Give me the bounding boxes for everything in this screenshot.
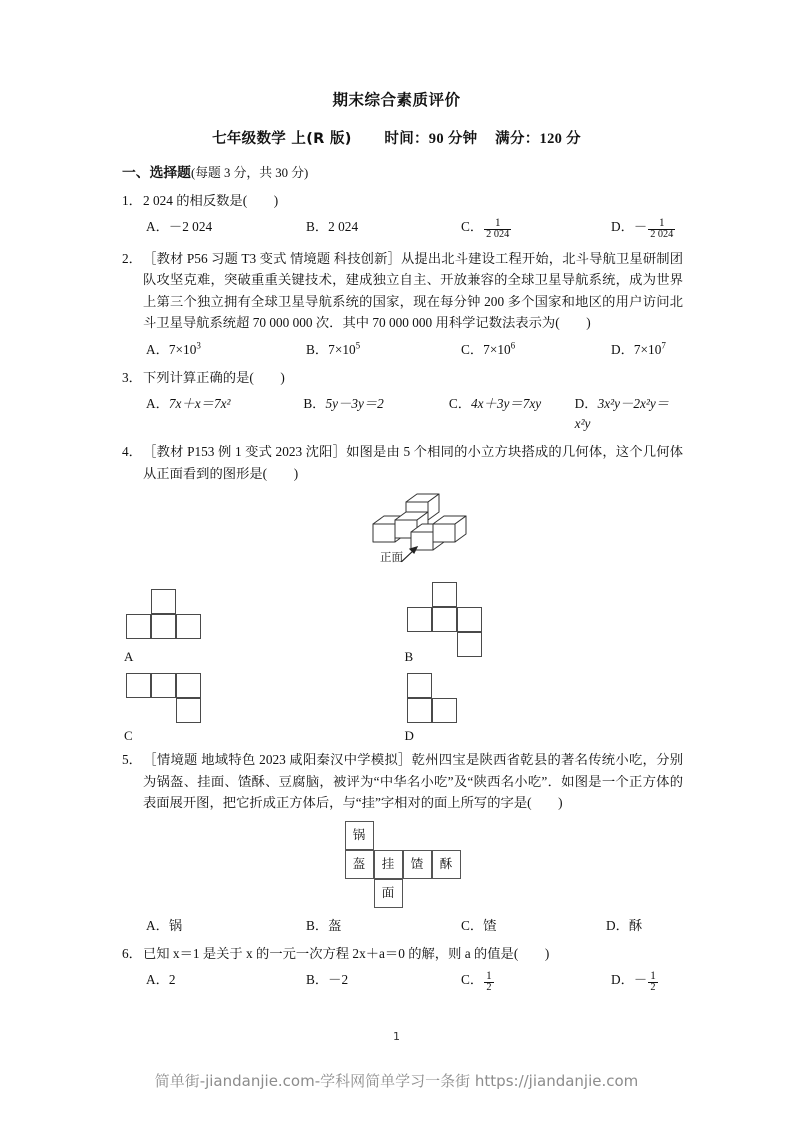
question-1-stem <box>122 190 683 212</box>
shape-square <box>126 614 151 639</box>
option-a[interactable] <box>146 217 306 240</box>
option-c[interactable] <box>449 394 575 434</box>
option-d[interactable] <box>575 394 683 434</box>
option-c-label: C． <box>461 219 484 235</box>
choice-c-label: C <box>124 728 133 744</box>
question-6-options <box>122 970 683 993</box>
option-c[interactable] <box>461 970 611 993</box>
option-d[interactable] <box>611 217 676 240</box>
option-a[interactable] <box>146 394 303 434</box>
question-2 <box>122 248 683 360</box>
option-b-exponent: 5 <box>355 340 361 351</box>
option-c[interactable] <box>461 340 611 360</box>
section-heading <box>122 166 683 181</box>
shape-square <box>457 632 482 657</box>
option-b-text: 2 024 <box>328 219 359 235</box>
choice-d-label: D <box>404 728 414 744</box>
question-5-options <box>122 916 683 936</box>
question-2-number: 2． <box>122 250 142 266</box>
option-d-sign: － <box>633 972 648 988</box>
question-3 <box>122 367 683 434</box>
question-5-stem <box>122 749 683 814</box>
option-d[interactable] <box>611 340 666 360</box>
question-1-text: 2 024 的相反数是( ) <box>143 192 279 208</box>
option-d-label: D． <box>606 917 629 933</box>
option-d-fraction: $\frac{1}{2 024}$ <box>650 216 674 241</box>
option-d-text: 7×10 <box>633 341 662 357</box>
net-cell-bottom: 面 <box>374 879 403 908</box>
option-c-fraction: $\frac{1}{2 024}$ <box>486 216 510 241</box>
isometric-solid-figure <box>122 490 683 582</box>
shape-square <box>151 673 176 698</box>
shape-square <box>457 607 482 632</box>
exam-total-score: 满分：120 分 <box>495 131 581 147</box>
net-cell-4: 酥 <box>432 850 461 879</box>
shape-c-grid <box>122 671 403 727</box>
option-d[interactable] <box>606 916 642 936</box>
option-d-label: D． <box>611 972 634 988</box>
question-6-stem <box>122 943 683 965</box>
choice-c[interactable] <box>122 671 403 742</box>
option-b-text: －2 <box>328 972 349 988</box>
choice-d[interactable] <box>403 671 684 742</box>
shape-square <box>176 698 201 723</box>
question-4-stem <box>122 441 683 484</box>
option-d-sign: － <box>633 219 648 235</box>
option-a-label: A． <box>146 219 169 235</box>
question-3-number: 3． <box>122 369 142 385</box>
question-4-shape-row-top <box>122 586 683 663</box>
option-b-text: 5y－3y＝2 <box>325 396 384 412</box>
shape-square <box>432 607 457 632</box>
option-c-label: C． <box>461 341 484 357</box>
watermark: 简单街-jiandanjie.com-学科网简单学习一条街 https://jiandanjie.com <box>154 1072 639 1090</box>
net-cell-1: 盔 <box>345 850 374 879</box>
shape-a-grid <box>122 586 403 648</box>
shape-square <box>407 698 432 723</box>
option-a-label: A． <box>146 917 169 933</box>
option-a-text: 2 <box>168 972 176 988</box>
question-6 <box>122 943 683 994</box>
option-d-label: D． <box>574 396 598 412</box>
cube-net-figure <box>122 821 683 908</box>
option-d-label: D． <box>611 219 634 235</box>
question-5-number: 5． <box>122 752 142 768</box>
shape-square <box>151 614 176 639</box>
question-6-text: 已知 x＝1 是关于 x 的一元一次方程 2x＋a＝0 的解，则 a 的值是( ) <box>143 945 550 961</box>
option-c-label: C． <box>461 972 484 988</box>
option-b-text: 盔 <box>328 917 342 933</box>
option-d-label: D． <box>611 341 634 357</box>
question-6-number: 6． <box>122 945 142 961</box>
shape-square <box>126 673 151 698</box>
net-cell-top: 锅 <box>345 821 374 850</box>
option-d[interactable] <box>611 970 659 993</box>
option-d-text: 酥 <box>628 917 643 933</box>
question-2-stem <box>122 248 683 334</box>
shape-d-grid <box>403 671 684 727</box>
shape-b-grid <box>403 586 684 648</box>
option-a-label: A． <box>146 396 169 412</box>
option-d-text: 3x²y－2x²y＝x²y <box>574 396 670 432</box>
question-2-options <box>122 340 683 360</box>
option-a-text: －2 024 <box>168 219 213 235</box>
option-c[interactable] <box>461 217 611 240</box>
option-a[interactable] <box>146 970 306 993</box>
question-4 <box>122 441 683 742</box>
option-b-label: B． <box>303 396 326 412</box>
shape-square <box>176 673 201 698</box>
shape-square <box>407 607 432 632</box>
option-b-label: B． <box>306 972 329 988</box>
page-number: 1 <box>393 1030 400 1043</box>
option-b[interactable] <box>306 340 461 360</box>
option-c-exponent: 6 <box>510 340 516 351</box>
shape-square <box>176 614 201 639</box>
choice-a-label: A <box>124 649 134 665</box>
option-c-text: 馇 <box>483 917 497 933</box>
question-3-stem <box>122 367 683 389</box>
question-4-number: 4． <box>122 444 142 460</box>
shape-square <box>407 673 432 698</box>
option-b-label: B． <box>306 341 329 357</box>
exam-time: 时间：90 分钟 <box>384 131 478 147</box>
option-b-label: B． <box>306 917 329 933</box>
option-a-label: A． <box>146 341 169 357</box>
page-title: 期末综合素质评价 <box>332 91 461 109</box>
question-5 <box>122 749 683 936</box>
exam-meta <box>0 110 793 148</box>
option-b[interactable] <box>306 916 461 936</box>
option-a[interactable] <box>146 916 306 936</box>
question-3-text: 下列计算正确的是( ) <box>143 369 285 385</box>
choice-b-label: B <box>404 649 414 665</box>
option-b[interactable] <box>306 217 461 240</box>
question-5-text: ［情境题 地域特色 2023 咸阳秦汉中学模拟］乾州四宝是陕西省乾县的著名传统小吃，分别为锅盔、挂面、馇酥、豆腐脑，被评为“中华名小吃”及“陕西名小吃”．如图是一个正方体的表面展开图，把它折成正方体后，与“挂”字相对的面上所写的字是( ) <box>143 752 683 811</box>
option-b-label: B． <box>306 219 329 235</box>
cube-net-grid <box>345 821 461 908</box>
question-1-number: 1． <box>122 192 142 208</box>
section-label: 一、选择题 <box>122 165 191 181</box>
option-b-text: 7×10 <box>328 341 356 357</box>
option-a-text: 7×10 <box>168 341 197 357</box>
question-3-options <box>122 394 683 434</box>
shape-square <box>432 582 457 607</box>
net-cell-2: 挂 <box>374 850 403 879</box>
section-note: (每题 3 分，共 30 分) <box>190 166 309 180</box>
question-4-shape-row-bottom <box>122 671 683 742</box>
shape-square <box>151 589 176 614</box>
option-a-exponent: 3 <box>196 340 201 351</box>
choice-b[interactable] <box>403 586 684 663</box>
question-2-text: ［教材 P56 习题 T3 变式 情境题 科技创新］从提出北斗建设工程开始，北斗导航卫星研制团队攻坚克难，突破重重关键技术，建成独立自主、开放兼容的全球卫星导航系统，成为世界上第三个独立拥有全球卫星导航系统的国家，现在每分钟 200 多个国家和地区的用户访问北斗卫星导航系统超 70 000 000 次．其中 70 000 000 用科学记数法表示为( ) <box>143 250 683 331</box>
option-d-exponent: 7 <box>661 340 666 351</box>
question-4-text: ［教材 P153 例 1 变式 2023 沈阳］如图是由 5 个相同的小立方块搭成的几何体，这个几何体从正面看到的图形是( ) <box>143 444 683 481</box>
option-c-label: C． <box>461 917 484 933</box>
option-d-fraction: $\frac{1}{2}$ <box>650 969 656 993</box>
exam-subject: 七年级数学 上(R 版) <box>212 131 352 147</box>
exam-content <box>110 148 683 993</box>
option-c-text: 7×10 <box>483 341 511 357</box>
front-view-label: 正面 <box>380 550 403 565</box>
option-b[interactable] <box>303 394 449 434</box>
choice-a[interactable] <box>122 586 403 663</box>
option-c-text: 4x＋3y＝7xy <box>471 396 542 412</box>
option-c-label: C． <box>448 396 471 412</box>
option-c[interactable] <box>461 916 606 936</box>
option-b[interactable] <box>306 970 461 993</box>
option-a-text: 锅 <box>168 917 183 933</box>
option-c-fraction: $\frac{1}{2}$ <box>486 969 492 993</box>
option-a-label: A． <box>146 972 169 988</box>
option-a-text: 7x＋x＝7x² <box>168 396 231 412</box>
net-cell-3: 馇 <box>403 850 432 879</box>
question-1 <box>122 190 683 241</box>
option-a[interactable] <box>146 340 306 360</box>
question-1-options <box>122 217 683 240</box>
shape-square <box>432 698 457 723</box>
